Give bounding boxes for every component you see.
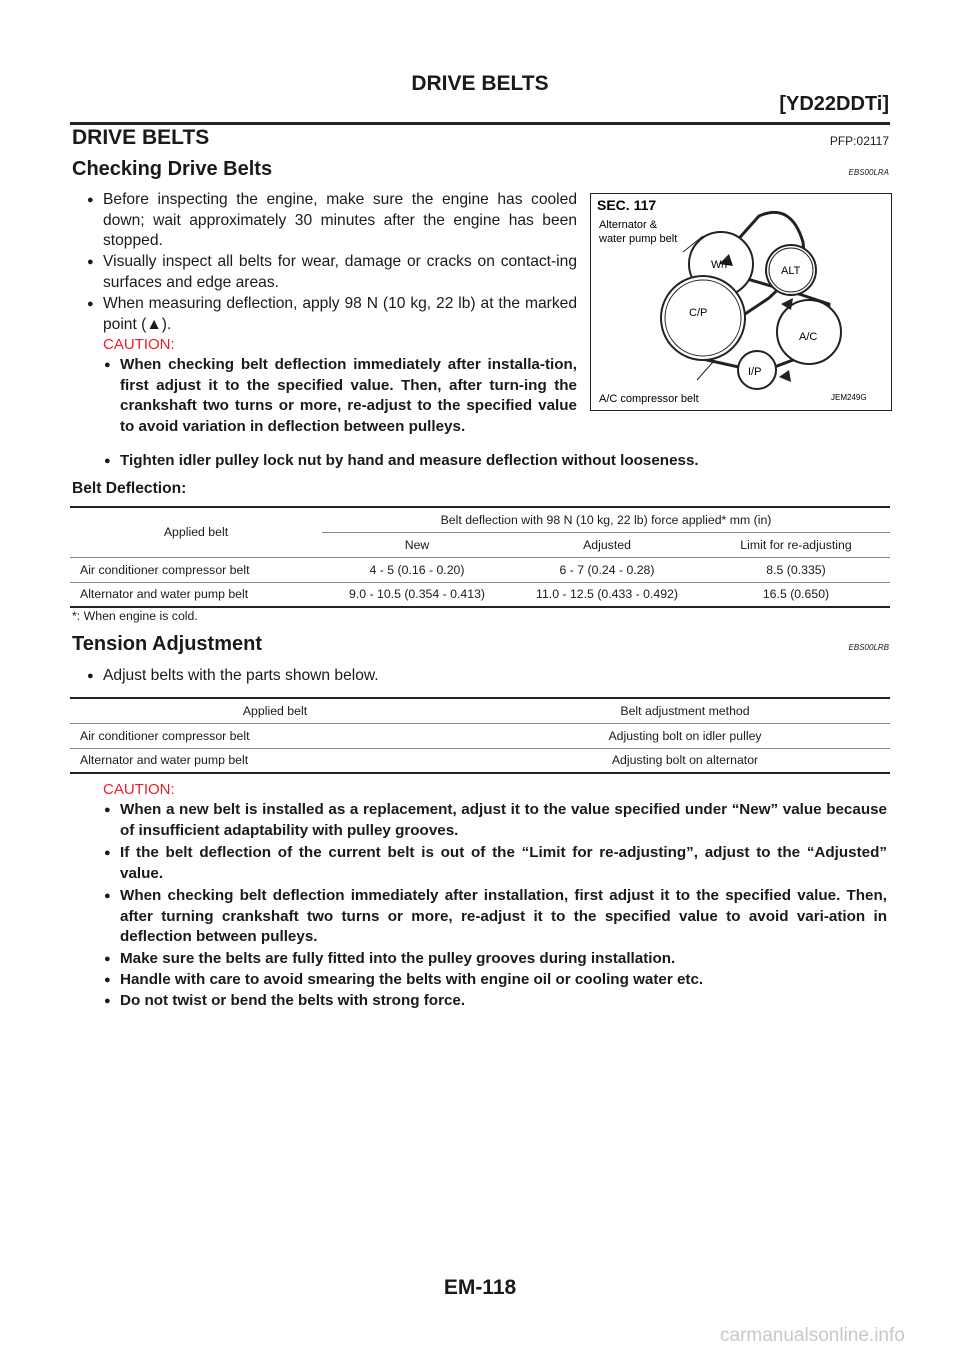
table-cell: 4 - 5 (0.16 - 0.20) (322, 557, 512, 582)
pfp-code: PFP:02117 (829, 134, 889, 148)
pulley-label: ALT (781, 265, 801, 277)
table-header: New (322, 532, 512, 557)
table-cell: 16.5 (0.650) (762, 587, 830, 602)
caution-label: CAUTION: (103, 781, 175, 798)
caution-item (104, 970, 887, 991)
bullet-icon: ● (104, 847, 111, 859)
table-header: Belt deflection with 98 N (10 kg, 22 lb) force applied* mm (in) (322, 507, 890, 532)
caution-text: When checking belt deflection immediately after installa-tion, first adjust it to the specified value. Then, after turn-ing the crankshaft two turns or more, re-adjust to the specified value to avoid variation in deflection between pulleys. (120, 356, 577, 435)
adjustment-table (70, 697, 890, 774)
page-header-title: DRIVE BELTS (411, 72, 549, 95)
pulley-label: A/C (799, 331, 818, 343)
caution-item (104, 800, 887, 841)
watermark: carmanualsonline.info (720, 1325, 905, 1346)
tension-title: Tension Adjustment (72, 633, 262, 655)
page-number: EM-118 (443, 1276, 517, 1299)
callout-line (697, 362, 713, 380)
bullet-text: Visually inspect all belts for wear, damage or cracks on contact-ing surfaces and edge areas. (103, 253, 577, 291)
bullet-text: When measuring deflection, apply 98 N (10 kg, 22 lb) at the marked point (▲). (103, 295, 577, 333)
pulley-label: C/P (689, 307, 708, 319)
pulley-label: I/P (748, 366, 762, 378)
checking-code: EBS00LRA (848, 168, 889, 177)
caution-text: Tighten idler pulley lock nut by hand and measure deflection without looseness. (120, 452, 699, 469)
table-row (70, 748, 890, 773)
belt-diagram (591, 194, 891, 410)
bullet-icon: ● (87, 256, 94, 268)
tension-code: EBS00LRB (848, 643, 889, 652)
list-item (87, 252, 577, 293)
table-cell: 8.5 (0.335) (702, 557, 890, 582)
caution-text: When checking belt deflection immediately after installation, first adjust it to the specified value. Then, after turning crankshaft two turns or more, re-adjust it to the specified value to avoid vari-ation in deflection between pulleys. (120, 887, 887, 945)
checking-title: Checking Drive Belts (72, 158, 273, 180)
caution-item (104, 355, 577, 437)
table-cell: 11.0 - 12.5 (0.433 - 0.492) (536, 587, 678, 602)
bullet-icon: ● (87, 298, 94, 310)
caution-label: CAUTION: (103, 336, 175, 353)
caution-item (104, 843, 887, 884)
pulley-label: W/P (711, 259, 732, 271)
table-footnote: *: When engine is cold. (72, 609, 198, 623)
table-row (70, 582, 890, 607)
figure-section-label: SEC. 117 (597, 197, 657, 213)
list-item (87, 666, 803, 687)
figure-label: A/C compressor belt (599, 393, 699, 405)
section-title: DRIVE BELTS (72, 126, 210, 149)
table-cell: 6 - 7 (0.24 - 0.28) (512, 557, 702, 582)
caution-text: If the belt deflection of the current belt is out of the “Limit for re-adjusting”, adjust to the “Adjusted” value. (120, 844, 887, 882)
caution-text: Make sure the belts are fully fitted into the pulley grooves during installation. (120, 950, 676, 967)
bullet-icon: ● (87, 194, 94, 206)
deflection-point-marker (779, 370, 791, 382)
bullet-icon: ● (104, 995, 111, 1007)
table-header: Adjusted (512, 532, 702, 557)
table-header: Limit for re-adjusting (702, 532, 890, 557)
table-header: Belt adjustment method (480, 698, 890, 723)
engine-code-header: [YD22DDTi] (779, 93, 889, 115)
table-header: Applied belt (70, 698, 480, 723)
deflection-table (70, 506, 890, 608)
bullet-text: Adjust belts with the parts shown below. (103, 667, 379, 684)
bullet-icon: ● (104, 890, 111, 902)
table-cell: Adjusting bolt on idler pulley (480, 723, 890, 748)
caution-text: Handle with care to avoid smearing the belts with engine oil or cooling water etc. (120, 971, 704, 988)
bullet-icon: ● (104, 974, 111, 986)
caution-item (104, 451, 890, 472)
figure-code: JEM249G (831, 393, 867, 402)
deflection-title: Belt Deflection: (72, 480, 187, 497)
table-header: Applied belt (70, 507, 322, 557)
bullet-icon: ● (104, 455, 111, 467)
figure-label: Alternator & (599, 219, 658, 231)
bullet-icon: ● (87, 670, 94, 682)
bullet-icon: ● (104, 359, 111, 371)
table-cell: Adjusting bolt on alternator (611, 753, 759, 768)
list-item (87, 190, 577, 252)
caution-item (104, 886, 887, 948)
table-cell: 9.0 - 10.5 (0.354 - 0.413) (348, 587, 486, 602)
caution-text: When a new belt is installed as a replacement, adjust it to the value specified under “New” value because of insufficient adaptability with pulley grooves. (120, 801, 887, 839)
caution-item (104, 991, 887, 1012)
table-row (70, 557, 890, 582)
belt-routing-figure (590, 193, 892, 411)
table-cell: Alternator and water pump belt (80, 587, 249, 602)
table-row (70, 723, 890, 748)
table-cell: Alternator and water pump belt (80, 753, 249, 768)
header-rule (70, 122, 890, 125)
list-item (87, 294, 577, 335)
caution-item (104, 949, 887, 970)
table-cell: Air conditioner compressor belt (70, 557, 322, 582)
table-cell: Air conditioner compressor belt (70, 723, 480, 748)
bullet-icon: ● (104, 804, 111, 816)
figure-label: water pump belt (599, 233, 678, 245)
bullet-icon: ● (104, 953, 111, 965)
bullet-text: Before inspecting the engine, make sure the engine has cooled down; wait approximately 30 minutes after the engine has been stopped. (103, 191, 577, 249)
caution-text: Do not twist or bend the belts with strong force. (120, 992, 466, 1009)
